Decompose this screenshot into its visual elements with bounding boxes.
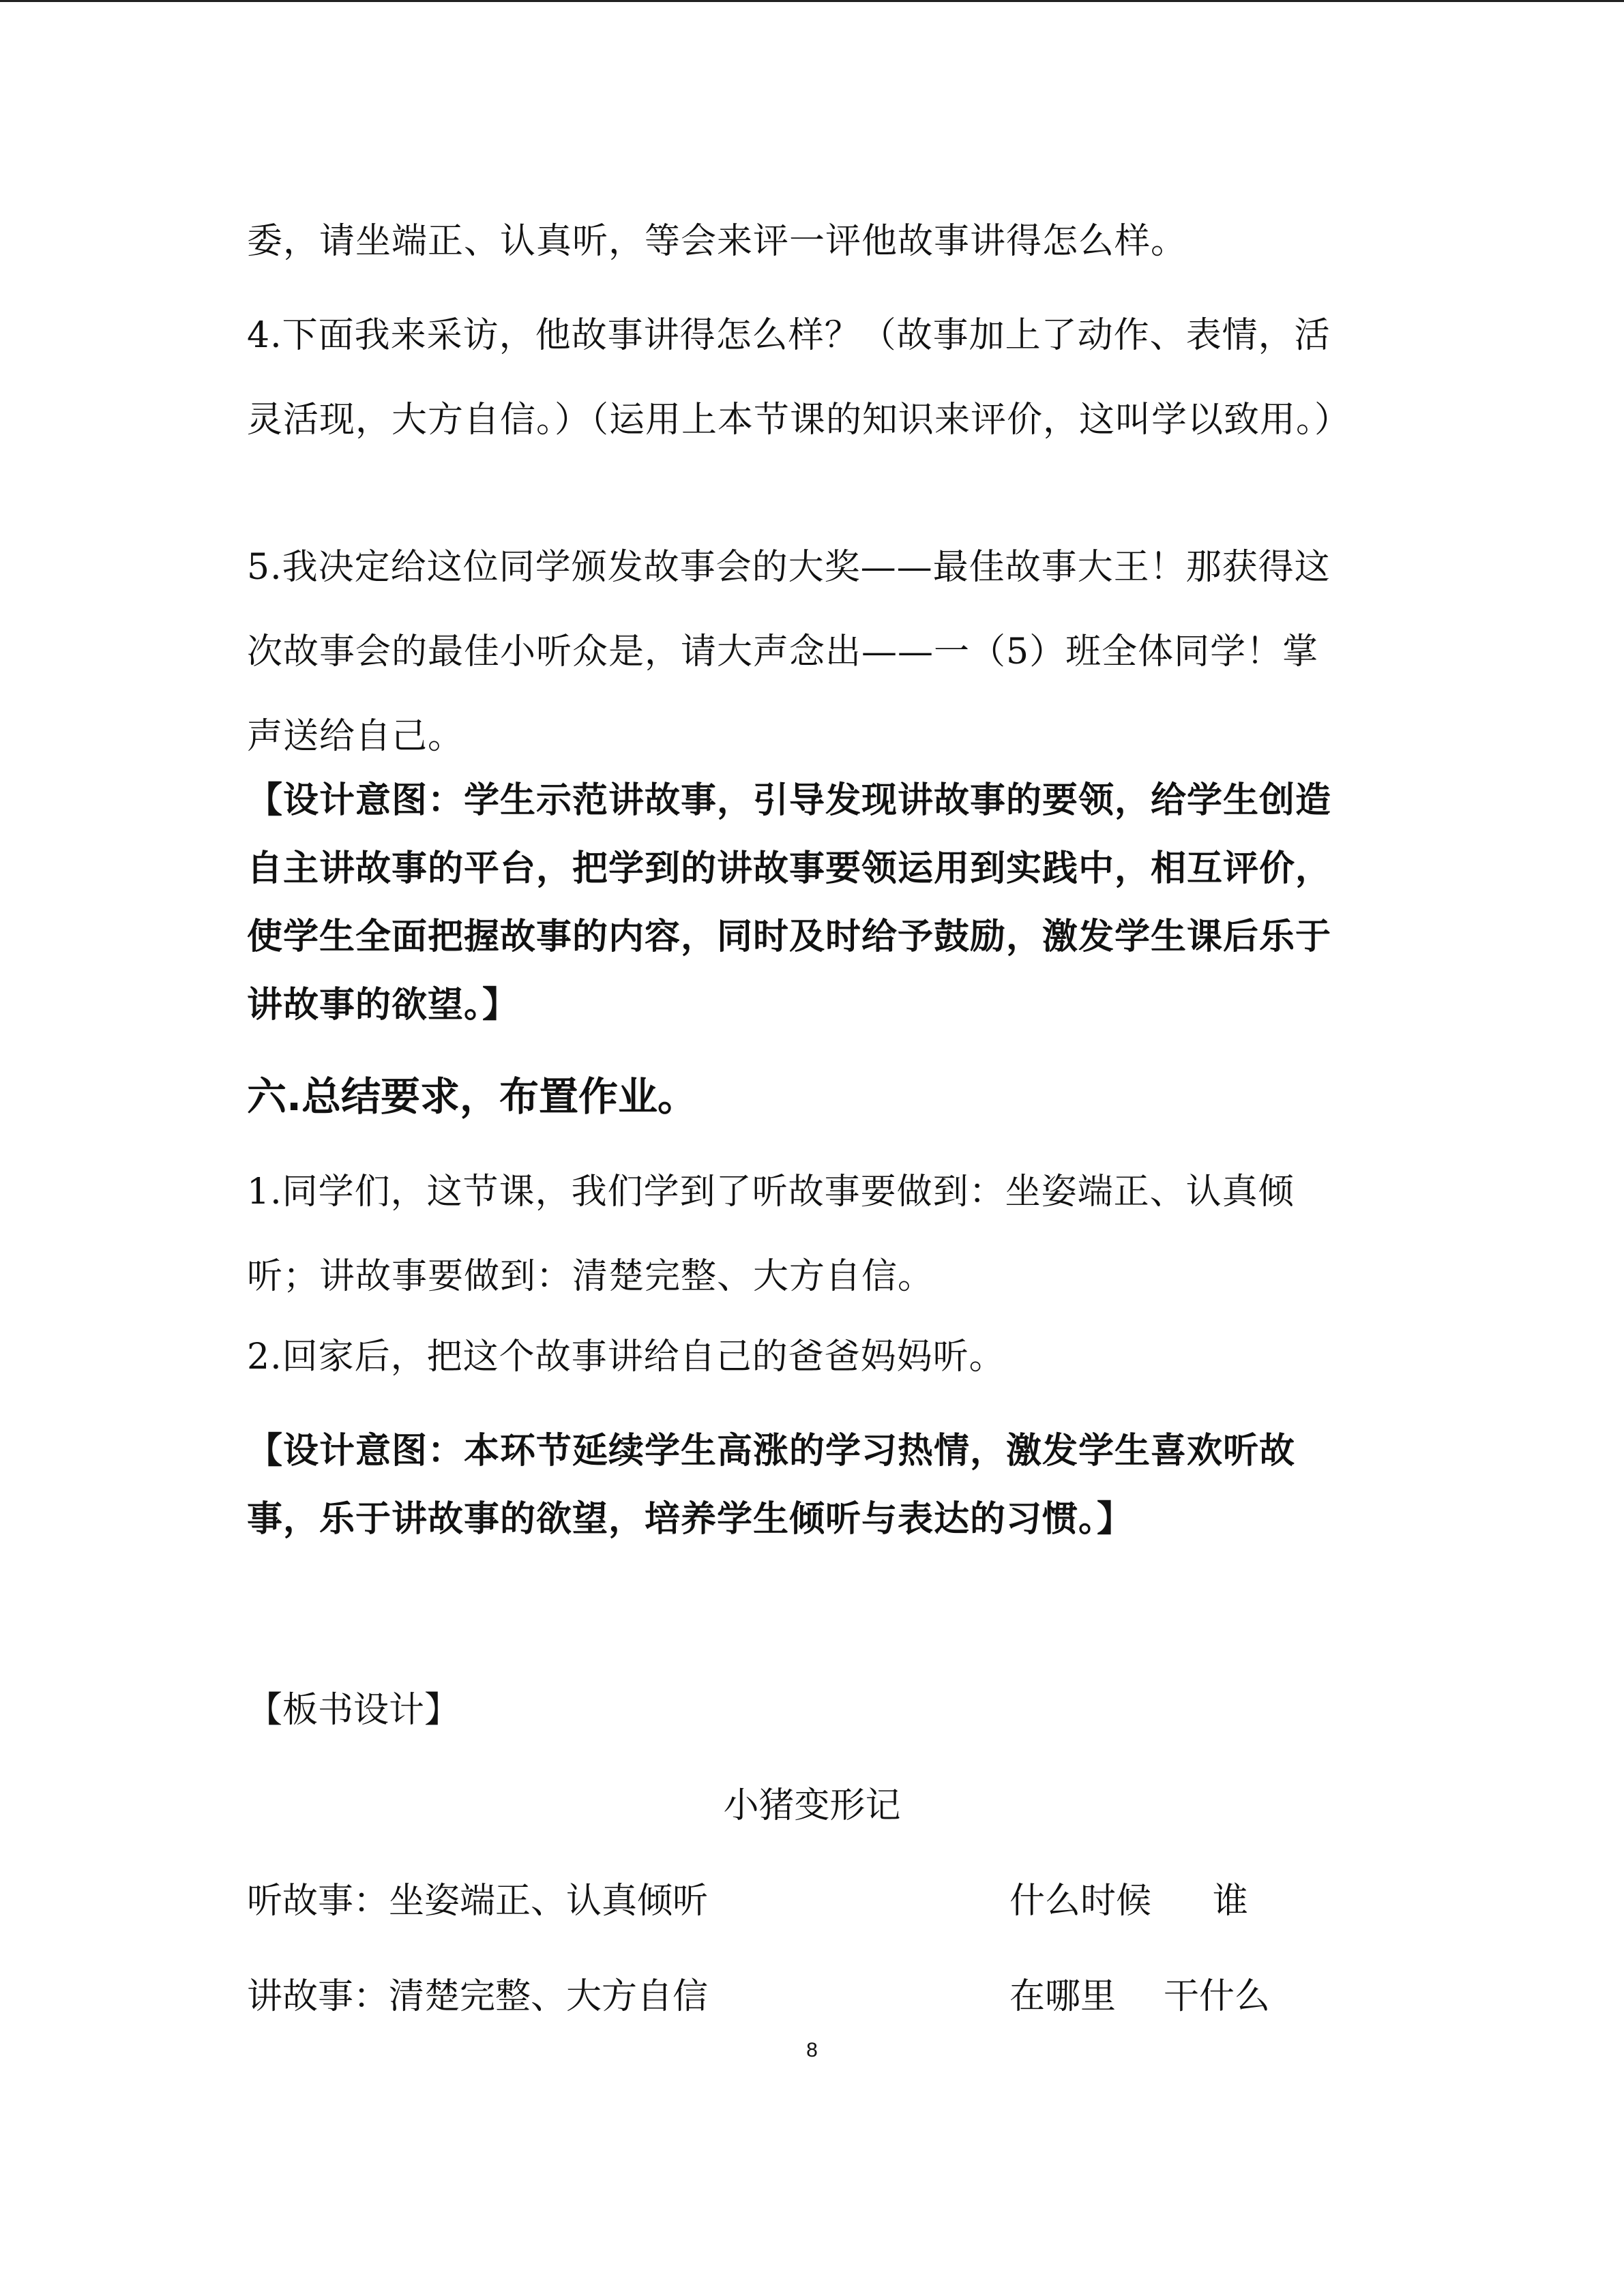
paragraph-item-5: 5.我决定给这位同学颁发故事会的大奖——最佳故事大王！那获得这次故事会的最佳小听众是，请大声念出——一（5）班全体同学！掌声送给自己。 bbox=[247, 547, 1331, 757]
page-number: 8 bbox=[806, 2039, 818, 2061]
board-design-title: 【板书设计】 bbox=[247, 1690, 460, 1731]
board-when-label: 什么时候 bbox=[1009, 1881, 1152, 1922]
board-row-telling-right bbox=[1009, 1969, 1270, 2024]
paragraph-item-4: 4.下面我来采访，他故事讲得怎么样？（故事加上了动作、表情，活灵活现，大方自信。）（运用上本节课的知识来评价，这叫学以致用。） bbox=[247, 315, 1351, 441]
board-row-listening-right bbox=[1009, 1874, 1248, 1928]
board-who-label: 谁 bbox=[1213, 1881, 1249, 1922]
board-what-label: 干什么 bbox=[1164, 1976, 1271, 2017]
board-story-title: 小猪变形记 bbox=[723, 1785, 901, 1826]
board-row-telling-left: 讲故事：清楚完整、大方自信 bbox=[247, 1976, 709, 2017]
paragraph-homework-2: 2.回家后，把这个故事讲给自己的爸爸妈妈听。 bbox=[247, 1337, 1005, 1377]
top-border-line bbox=[0, 0, 1624, 2]
paragraph-continuation: 委，请坐端正、认真听，等会来评一评他故事讲得怎么样。 bbox=[247, 221, 1187, 262]
board-row-listening-left: 听故事：坐姿端正、认真倾听 bbox=[247, 1881, 709, 1922]
paragraph-summary-1: 1.同学们，这节课，我们学到了听故事要做到：坐姿端正、认真倾听；讲故事要做到：清楚完整、大方自信。 bbox=[247, 1172, 1295, 1297]
design-intent-note-1: 【设计意图：学生示范讲故事，引导发现讲故事的要领，给学生创造自主讲故事的平台，把学到的讲故事要领运用到实践中，相互评价，使学生全面把握故事的内容，同时及时给予鼓励，激发学生课后乐于讲故事的欲望。】 bbox=[247, 780, 1332, 1026]
section-heading-6: 六.总结要求，布置作业。 bbox=[247, 1073, 698, 1120]
board-where-label: 在哪里 bbox=[1009, 1976, 1117, 2017]
design-intent-note-2: 【设计意图：本环节延续学生高涨的学习热情，激发学生喜欢听故事，乐于讲故事的欲望，培养学生倾听与表达的习惯。】 bbox=[247, 1431, 1296, 1540]
